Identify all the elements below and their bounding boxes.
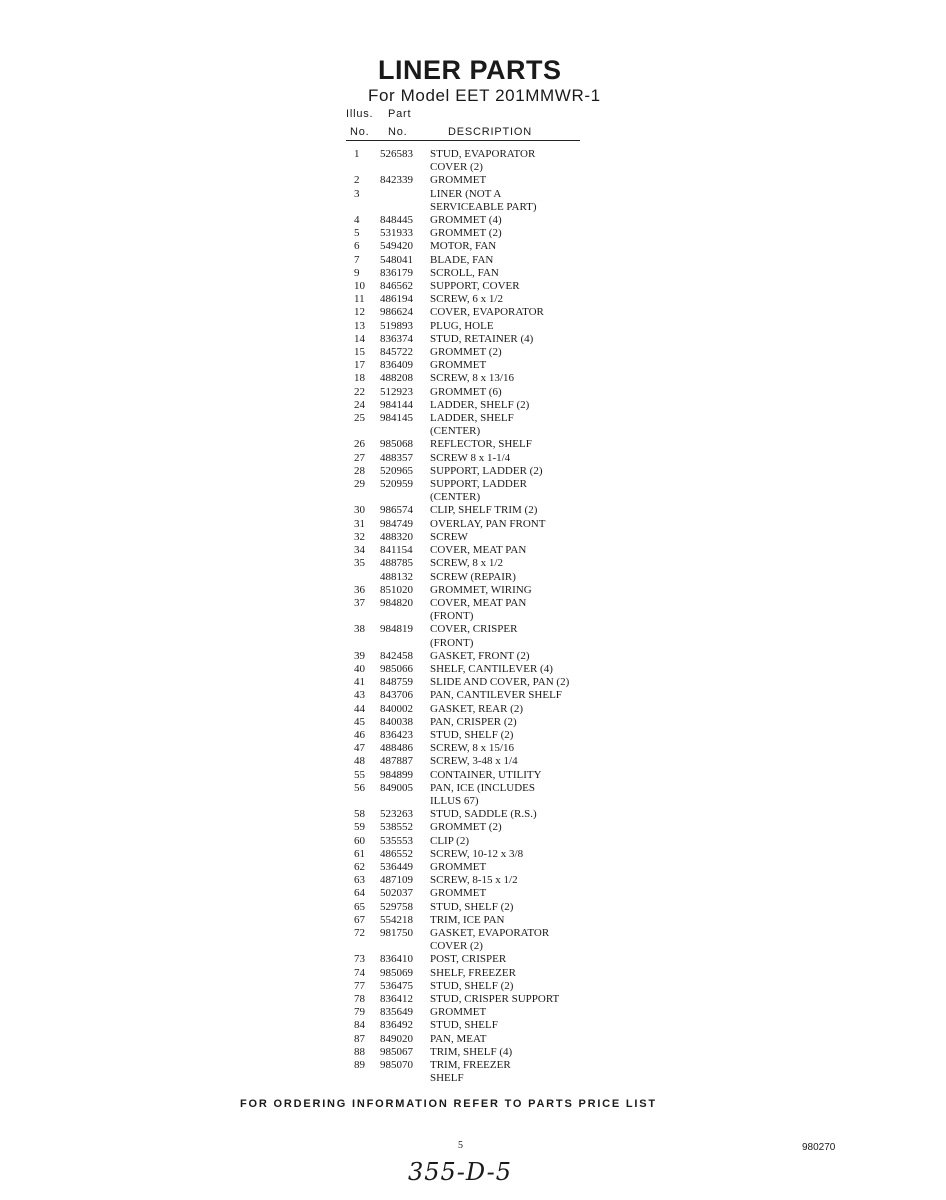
part-row [346,729,646,742]
illus-number: 18 [354,372,365,385]
part-description: STUD, SHELF [430,1019,498,1032]
illus-number: 47 [354,742,365,755]
illus-number: 73 [354,953,365,966]
illus-number: 40 [354,662,365,675]
part-number: 835649 [380,1006,413,1019]
part-number: 848445 [380,214,413,227]
part-no-label: No. [388,126,408,138]
part-description: SCREW [430,530,468,543]
part-number: 985066 [380,662,413,675]
illus-number: 74 [354,966,365,979]
part-description: PAN, CANTILEVER SHELF [430,689,562,702]
part-row [346,399,646,412]
illus-number: 15 [354,346,365,359]
part-number: 529758 [380,900,413,913]
part-number: 487887 [380,755,413,768]
part-description: COVER, MEAT PAN (FRONT) [430,596,527,623]
part-row [346,914,646,927]
illus-number: 61 [354,847,365,860]
parts-list [346,148,646,1085]
part-description: GASKET, REAR (2) [430,702,523,715]
part-description: GROMMET [430,174,487,187]
illus-number: 34 [354,544,365,557]
part-description: STUD, SADDLE (R.S.) [430,808,537,821]
part-description: SCREW, 3-48 x 1/4 [430,755,518,768]
part-row [346,1033,646,1046]
illus-number: 64 [354,887,365,900]
part-description: GROMMET (2) [430,346,502,359]
part-row [346,676,646,689]
illus-number: 67 [354,913,365,926]
part-description: GROMMET (6) [430,385,502,398]
document-code: 980270 [802,1142,836,1153]
illus-number: 22 [354,385,365,398]
part-description: SCREW (REPAIR) [430,570,516,583]
illus-number: 45 [354,715,365,728]
part-row [346,320,646,333]
part-column-label: Part [388,108,412,120]
part-description: SHELF, CANTILEVER (4) [430,662,553,675]
part-row [346,438,646,451]
illus-number: 31 [354,517,365,530]
part-row [346,769,646,782]
part-number: 985068 [380,438,413,451]
illus-number: 6 [354,240,360,253]
illus-number: 44 [354,702,365,715]
part-description: STUD, RETAINER (4) [430,332,534,345]
illus-number: 38 [354,623,365,636]
illus-number: 84 [354,1019,365,1032]
part-description: STUD, SHELF (2) [430,979,514,992]
illus-number: 58 [354,808,365,821]
part-number: 984144 [380,398,413,411]
description-column-label: DESCRIPTION [448,126,532,138]
part-row [346,188,646,214]
part-number: 531933 [380,227,413,240]
part-number: 984899 [380,768,413,781]
part-number: 836410 [380,953,413,966]
part-description: CLIP, SHELF TRIM (2) [430,504,538,517]
part-number: 836374 [380,332,413,345]
part-description: CONTAINER, UTILITY [430,768,542,781]
illus-number: 32 [354,530,365,543]
part-description: STUD, EVAPORATOR COVER (2) [430,148,536,174]
illus-number: 77 [354,979,365,992]
part-row [346,333,646,346]
part-row [346,452,646,465]
part-row [346,518,646,531]
part-row [346,359,646,372]
part-row [346,953,646,966]
part-description: LINER (NOT A SERVICEABLE PART) [430,187,537,213]
illus-number: 26 [354,438,365,451]
part-number: 836492 [380,1019,413,1032]
illus-number: 41 [354,676,365,689]
part-description: TRIM, FREEZER SHELF [430,1059,511,1085]
part-description: SCREW, 10-12 x 3/8 [430,847,524,860]
illus-number: 79 [354,1006,365,1019]
illus-number: 59 [354,821,365,834]
part-row [346,742,646,755]
ordering-note: FOR ORDERING INFORMATION REFER TO PARTS PRICE LIST [240,1098,657,1110]
part-number: 984819 [380,623,413,636]
part-row [346,280,646,293]
part-description: CLIP (2) [430,834,470,847]
part-row [346,372,646,385]
part-description: GASKET, FRONT (2) [430,649,530,662]
part-description: SUPPORT, COVER [430,280,520,293]
part-number: 488208 [380,372,413,385]
part-row [346,835,646,848]
part-description: REFLECTOR, SHELF [430,438,532,451]
illus-number: 39 [354,649,365,662]
illus-number: 2 [354,174,360,187]
part-description: PLUG, HOLE [430,319,494,332]
illus-number: 89 [354,1059,365,1072]
part-row [346,821,646,834]
part-number: 836423 [380,728,413,741]
illus-number: 13 [354,319,365,332]
part-number: 523263 [380,808,413,821]
part-number: 836412 [380,993,413,1005]
illus-number: 78 [354,993,365,1005]
part-row [346,901,646,914]
part-row [346,650,646,663]
part-row [346,755,646,768]
part-description: PAN, ICE (INCLUDES ILLUS 67) [430,781,536,807]
part-row [346,623,646,649]
part-description: SUPPORT, LADDER (CENTER) [430,478,527,504]
part-row [346,689,646,702]
part-row [346,306,646,319]
part-row [346,584,646,597]
part-row [346,346,646,359]
illus-number: 27 [354,451,365,464]
part-number: 985069 [380,966,413,979]
illus-number: 63 [354,874,365,887]
part-row [346,465,646,478]
part-number: 845722 [380,346,413,359]
part-description: GROMMET (4) [430,214,502,227]
part-number: 984820 [380,596,413,609]
part-row [346,214,646,227]
part-description: TRIM, ICE PAN [430,913,505,926]
part-row [346,887,646,900]
part-description: PAN, CRISPER (2) [430,715,517,728]
part-row [346,386,646,399]
part-row [346,861,646,874]
illus-number: 87 [354,1032,365,1045]
part-description: SCREW, 8 x 1/2 [430,557,503,570]
part-number: 486552 [380,847,413,860]
part-number: 502037 [380,887,413,900]
illus-number: 10 [354,280,365,293]
part-number: 488486 [380,742,413,755]
illus-number: 43 [354,689,365,702]
part-description: GROMMET (2) [430,227,502,240]
illus-number: 14 [354,332,365,345]
part-number: 848759 [380,676,413,689]
illus-number: 62 [354,860,365,873]
illus-number: 72 [354,926,365,939]
illus-number [346,571,380,584]
illus-number: 1 [354,148,360,160]
part-row [346,571,646,584]
part-row [346,1006,646,1019]
part-number: 981750 [380,926,413,939]
illus-number: 5 [354,227,360,240]
part-description: LADDER, SHELF (CENTER) [430,412,514,438]
illus-number: 7 [354,253,360,266]
part-number: 488785 [380,557,413,570]
part-description: COVER, CRISPER (FRONT) [430,623,518,649]
part-number: 984145 [380,412,413,425]
part-description: PAN, MEAT [430,1032,487,1045]
part-number: 842339 [380,174,413,187]
part-row [346,980,646,993]
part-number: 538552 [380,821,413,834]
header-rule [346,140,580,141]
illus-number: 9 [354,266,360,279]
part-number: 488357 [380,451,413,464]
illus-column-label: Illus. [346,108,374,120]
part-description: GROMMET [430,359,487,372]
part-row [346,874,646,887]
part-row [346,848,646,861]
part-description: SLIDE AND COVER, PAN (2) [430,676,570,689]
part-row [346,927,646,953]
part-description: GROMMET (2) [430,821,502,834]
part-number: 985070 [380,1059,413,1072]
part-description: SCREW 8 x 1-1/4 [430,451,511,464]
illus-number: 17 [354,359,365,372]
part-number: 849005 [380,781,413,794]
part-number: 841154 [380,544,413,557]
part-description: BLADE, FAN [430,253,494,266]
part-description: SCROLL, FAN [430,266,499,279]
part-row [346,557,646,570]
illus-number: 11 [354,293,365,306]
part-description: STUD, SHELF (2) [430,728,514,741]
part-number: 846562 [380,280,413,293]
part-number: 487109 [380,874,413,887]
part-row [346,174,646,187]
part-row [346,1046,646,1059]
page-title: LINER PARTS [378,55,562,85]
part-row [346,544,646,557]
illus-number: 88 [354,1045,365,1058]
part-number: 843706 [380,689,413,702]
part-row [346,148,646,174]
part-row [346,293,646,306]
part-number: 548041 [380,253,413,266]
part-number: 986574 [380,504,413,517]
handwritten-code: 355-D-5 [408,1158,512,1186]
part-number: 520965 [380,464,413,477]
part-number: 486194 [380,293,413,306]
part-row [346,703,646,716]
part-description: SUPPORT, LADDER (2) [430,464,543,477]
part-row [346,267,646,280]
illus-number: 25 [354,412,365,425]
part-number: 519893 [380,319,413,332]
part-number: 842458 [380,649,413,662]
part-row [346,808,646,821]
illus-number: 28 [354,464,365,477]
part-row [346,254,646,267]
part-number: 549420 [380,240,413,253]
part-description: STUD, CRISPER SUPPORT [430,993,560,1005]
part-number: 985067 [380,1045,413,1058]
illus-number: 24 [354,398,365,411]
part-description: OVERLAY, PAN FRONT [430,517,546,530]
part-row [346,597,646,623]
part-description: SHELF, FREEZER [430,966,516,979]
part-description: SCREW, 8-15 x 1/2 [430,874,518,887]
part-description: GROMMET [430,887,487,900]
part-number: 554218 [380,913,413,926]
part-row [346,478,646,504]
illus-number: 55 [354,768,365,781]
illus-number: 48 [354,755,365,768]
part-row [346,504,646,517]
part-row [346,663,646,676]
part-description: MOTOR, FAN [430,240,497,253]
part-number: 986624 [380,306,413,319]
part-description: COVER, MEAT PAN [430,544,527,557]
illus-number: 56 [354,781,365,794]
illus-number: 12 [354,306,365,319]
part-number: 836179 [380,266,413,279]
part-number: 536475 [380,979,413,992]
illus-no-label: No. [350,126,370,138]
part-number: 520959 [380,478,413,491]
illus-number: 37 [354,596,365,609]
part-number [380,188,430,214]
part-row [346,531,646,544]
part-description: LADDER, SHELF (2) [430,398,530,411]
part-row [346,240,646,253]
part-description: GASKET, EVAPORATOR COVER (2) [430,926,550,953]
part-description: GROMMET [430,860,487,873]
part-number: 512923 [380,385,413,398]
part-number: 851020 [380,583,413,596]
part-description: SCREW, 6 x 1/2 [430,293,503,306]
part-number: 526583 [380,148,413,160]
illus-number: 46 [354,728,365,741]
part-row [346,993,646,1006]
part-description: TRIM, SHELF (4) [430,1045,513,1058]
part-row [346,782,646,808]
part-row [346,1019,646,1032]
part-number: 536449 [380,860,413,873]
part-description: COVER, EVAPORATOR [430,306,544,319]
part-description: SCREW, 8 x 13/16 [430,372,514,385]
part-description: SCREW, 8 x 15/16 [430,742,514,755]
illus-number: 36 [354,583,365,596]
part-row [346,227,646,240]
model-subtitle: For Model EET 201MMWR-1 [368,86,601,105]
part-row [346,716,646,729]
part-number: 984749 [380,517,413,530]
illus-number: 4 [354,214,360,227]
illus-number: 60 [354,834,365,847]
illus-number: 3 [354,187,360,200]
illus-number: 35 [354,557,365,570]
part-description: STUD, SHELF (2) [430,900,514,913]
illus-number: 29 [354,478,365,491]
part-row [346,1059,646,1085]
part-number: 488132 [380,570,413,583]
part-row [346,412,646,438]
page-number: 5 [458,1140,463,1151]
part-number: 836409 [380,359,413,372]
part-description: GROMMET [430,1006,487,1019]
part-number: 849020 [380,1032,413,1045]
part-description: GROMMET, WIRING [430,583,532,596]
part-description: POST, CRISPER [430,953,507,966]
part-number: 488320 [380,530,413,543]
illus-number: 65 [354,900,365,913]
part-number: 840002 [380,702,413,715]
part-row [346,967,646,980]
part-number: 840038 [380,715,413,728]
illus-number: 30 [354,504,365,517]
part-number: 535553 [380,834,413,847]
